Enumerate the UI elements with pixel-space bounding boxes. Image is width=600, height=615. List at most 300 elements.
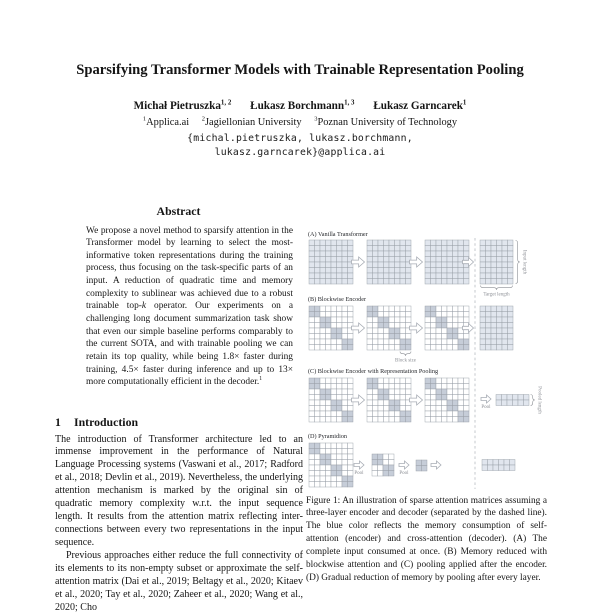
attention-matrix-cell	[320, 454, 326, 460]
attention-matrix-cell	[436, 328, 442, 334]
attention-matrix-cell	[453, 312, 459, 318]
attention-matrix-cell	[342, 273, 348, 279]
attention-matrix-cell	[442, 400, 448, 406]
attention-matrix-cell	[425, 411, 431, 417]
attention-matrix-cell	[320, 262, 326, 268]
attention-matrix-cell	[431, 406, 437, 412]
attention-matrix-cell	[342, 395, 348, 401]
attention-matrix-cell	[326, 246, 332, 252]
attention-matrix-cell	[425, 395, 431, 401]
attention-matrix-cell	[497, 240, 503, 246]
attention-matrix-cell	[378, 389, 384, 395]
attention-matrix-cell	[497, 246, 503, 252]
attention-matrix-cell	[480, 273, 486, 279]
dimension-label: Input length	[521, 249, 527, 275]
attention-matrix-cell	[458, 240, 464, 246]
attention-matrix-cell	[389, 262, 395, 268]
attention-matrix-cell	[326, 389, 332, 395]
attention-matrix-cell	[337, 240, 343, 246]
attention-matrix-cell	[315, 328, 321, 334]
attention-matrix-cell	[367, 328, 373, 334]
attention-matrix-cell	[458, 345, 464, 351]
figure-panel-label: (B) Blockwise Encoder	[308, 296, 367, 303]
attention-matrix-cell	[367, 306, 373, 312]
layer-arrow-icon	[410, 395, 423, 405]
attention-matrix-cell	[309, 246, 315, 252]
attention-matrix-cell	[480, 312, 486, 318]
attention-matrix-cell	[400, 317, 406, 323]
attention-matrix-cell	[342, 454, 348, 460]
attention-matrix-cell	[507, 400, 513, 406]
abstract-footnote-marker: 1	[259, 376, 263, 383]
attention-matrix-cell	[384, 328, 390, 334]
attention-matrix-cell	[367, 334, 373, 340]
attention-matrix-cell	[309, 417, 315, 423]
attention-matrix-cell	[378, 240, 384, 246]
attention-matrix-cell	[389, 317, 395, 323]
attention-matrix-cell	[337, 443, 343, 449]
attention-matrix-cell	[389, 454, 395, 460]
attention-matrix-cell	[464, 312, 470, 318]
attention-matrix-cell	[436, 378, 442, 384]
attention-matrix-cell	[458, 312, 464, 318]
attention-matrix-cell	[436, 334, 442, 340]
attention-matrix-cell	[486, 317, 492, 323]
attention-matrix-cell	[326, 273, 332, 279]
attention-matrix-cell	[384, 251, 390, 257]
attention-matrix-cell	[395, 312, 401, 318]
attention-matrix-cell	[372, 460, 378, 466]
attention-matrix-cell	[348, 389, 354, 395]
attention-matrix-cell	[342, 317, 348, 323]
attention-matrix-cell	[395, 339, 401, 345]
attention-matrix-cell	[447, 345, 453, 351]
attention-matrix-cell	[431, 417, 437, 423]
attention-matrix-cell	[342, 323, 348, 329]
attention-matrix-cell	[502, 268, 508, 274]
attention-matrix-cell	[491, 306, 497, 312]
attention-matrix-cell	[337, 312, 343, 318]
attention-matrix-cell	[315, 411, 321, 417]
attention-matrix-cell	[389, 323, 395, 329]
attention-matrix-cell	[373, 378, 379, 384]
attention-matrix-cell	[464, 345, 470, 351]
attention-matrix-cell	[508, 279, 514, 285]
attention-matrix-cell	[309, 443, 315, 449]
attention-matrix-cell	[458, 273, 464, 279]
attention-matrix-cell	[384, 384, 390, 390]
attention-matrix-cell	[326, 268, 332, 274]
attention-matrix-cell	[342, 417, 348, 423]
figure1-caption: Figure 1: An illustration of sparse attention matrices assuming a three-layer encoder and decoder (separated by the dashed line). The blue color reflects the memory consumption of self-attention (encoder) and cross-attention (decoder). (A) The complete input consumed at once. (B) Memory reduced with blockwise attention and (C) pooling applied after the encoder. (D) Gradual reduction of memory by pooling after every layer.	[306, 495, 547, 583]
attention-matrix-cell	[326, 339, 332, 345]
attention-matrix-cell	[315, 443, 321, 449]
attention-matrix-cell	[373, 257, 379, 263]
attention-matrix-cell	[406, 384, 412, 390]
attention-matrix-cell	[348, 476, 354, 482]
attention-matrix-cell	[453, 395, 459, 401]
attention-matrix-cell	[315, 389, 321, 395]
attention-matrix-cell	[497, 323, 503, 329]
attention-matrix-cell	[326, 323, 332, 329]
attention-matrix-cell	[348, 449, 354, 455]
attention-matrix-cell	[502, 400, 508, 406]
abstract-text-part-1: We propose a novel method to sparsify attention in the Transformer model by learning to select the most-informative token representations during the training process, thus focusing on the task-specific parts of an input. A reduction of quadratic time and memory complexity to sublinear was achieved due to a robust trainable top-	[86, 225, 293, 312]
attention-matrix-cell	[378, 328, 384, 334]
attention-matrix-cell	[395, 378, 401, 384]
attention-matrix-cell	[389, 345, 395, 351]
attention-matrix-cell	[486, 345, 492, 351]
attention-matrix-cell	[326, 279, 332, 285]
attention-matrix-cell	[315, 400, 321, 406]
attention-matrix-cell	[331, 389, 337, 395]
attention-matrix-cell	[425, 334, 431, 340]
attention-matrix-cell	[480, 317, 486, 323]
attention-matrix-cell	[309, 334, 315, 340]
figure1-canvas	[305, 227, 549, 493]
attention-matrix-cell	[406, 273, 412, 279]
dimension-label: Block size	[395, 358, 416, 364]
attention-matrix-cell	[372, 454, 378, 460]
attention-matrix-cell	[447, 395, 453, 401]
attention-matrix-cell	[458, 317, 464, 323]
attention-matrix-cell	[331, 417, 337, 423]
attention-matrix-cell	[337, 251, 343, 257]
attention-matrix-cell	[378, 411, 384, 417]
attention-matrix-cell	[508, 306, 514, 312]
attention-matrix-cell	[497, 345, 503, 351]
attention-matrix-cell	[453, 279, 459, 285]
attention-matrix-cell	[384, 339, 390, 345]
attention-matrix-cell	[315, 378, 321, 384]
attention-matrix-cell	[406, 417, 412, 423]
attention-matrix-cell	[373, 334, 379, 340]
attention-matrix-cell	[309, 273, 315, 279]
attention-matrix-cell	[508, 251, 514, 257]
attention-matrix-cell	[400, 411, 406, 417]
attention-matrix-cell	[488, 465, 494, 471]
attention-matrix-cell	[442, 339, 448, 345]
attention-matrix-cell	[384, 279, 390, 285]
attention-matrix-cell	[442, 345, 448, 351]
attention-matrix-cell	[342, 268, 348, 274]
attention-matrix-cell	[395, 246, 401, 252]
attention-matrix-cell	[436, 268, 442, 274]
attention-matrix-cell	[486, 251, 492, 257]
attention-matrix-cell	[389, 460, 395, 466]
attention-matrix-cell	[348, 345, 354, 351]
attention-matrix-cell	[486, 240, 492, 246]
attention-matrix-cell	[447, 240, 453, 246]
attention-matrix-cell	[378, 460, 384, 466]
attention-matrix-cell	[342, 240, 348, 246]
attention-matrix-cell	[491, 246, 497, 252]
attention-matrix-cell	[400, 334, 406, 340]
attention-matrix-cell	[447, 268, 453, 274]
attention-matrix-cell	[502, 240, 508, 246]
attention-matrix-cell	[372, 465, 378, 471]
layer-arrow-icon	[481, 395, 491, 403]
attention-matrix-cell	[436, 262, 442, 268]
attention-matrix-cell	[389, 240, 395, 246]
attention-matrix-cell	[447, 246, 453, 252]
attention-matrix-cell	[326, 251, 332, 257]
attention-matrix-cell	[309, 395, 315, 401]
attention-matrix-cell	[331, 257, 337, 263]
attention-matrix-cell	[436, 306, 442, 312]
attention-matrix-cell	[395, 273, 401, 279]
attention-matrix-cell	[320, 378, 326, 384]
attention-matrix-cell	[486, 268, 492, 274]
attention-matrix-cell	[337, 323, 343, 329]
attention-matrix-cell	[400, 378, 406, 384]
attention-matrix-cell	[320, 328, 326, 334]
attention-matrix-cell	[367, 406, 373, 412]
attention-matrix-cell	[442, 378, 448, 384]
attention-matrix-cell	[367, 400, 373, 406]
attention-matrix-cell	[425, 417, 431, 423]
attention-matrix-cell	[342, 328, 348, 334]
attention-matrix-cell	[395, 323, 401, 329]
attention-matrix-cell	[384, 262, 390, 268]
attention-matrix-cell	[367, 411, 373, 417]
attention-matrix-cell	[337, 454, 343, 460]
attention-matrix-cell	[348, 251, 354, 257]
layer-arrow-icon	[352, 257, 365, 267]
attention-matrix-cell	[342, 339, 348, 345]
attention-matrix-cell	[431, 395, 437, 401]
attention-matrix-cell	[331, 312, 337, 318]
attention-matrix-cell	[453, 339, 459, 345]
attention-matrix-cell	[442, 323, 448, 329]
attention-matrix-cell	[337, 411, 343, 417]
attention-matrix-cell	[406, 378, 412, 384]
attention-matrix-cell	[348, 384, 354, 390]
attention-matrix-cell	[373, 417, 379, 423]
attention-matrix-cell	[326, 312, 332, 318]
attention-matrix-cell	[384, 317, 390, 323]
attention-matrix-cell	[436, 323, 442, 329]
attention-matrix-cell	[378, 378, 384, 384]
attention-matrix-cell	[309, 323, 315, 329]
attention-matrix-cell	[400, 306, 406, 312]
layer-arrow-icon	[352, 395, 365, 405]
attention-matrix-cell	[367, 257, 373, 263]
attention-matrix-cell	[389, 411, 395, 417]
attention-matrix-cell	[378, 268, 384, 274]
attention-matrix-cell	[331, 334, 337, 340]
attention-matrix-cell	[331, 317, 337, 323]
layer-arrow-icon	[354, 461, 364, 469]
attention-matrix-cell	[331, 465, 337, 471]
attention-matrix-cell	[406, 345, 412, 351]
attention-matrix-cell	[309, 339, 315, 345]
attention-matrix-cell	[497, 279, 503, 285]
attention-matrix-cell	[464, 246, 470, 252]
attention-matrix-cell	[315, 323, 321, 329]
attention-matrix-cell	[384, 395, 390, 401]
attention-matrix-cell	[486, 339, 492, 345]
attention-matrix-cell	[431, 306, 437, 312]
attention-matrix-cell	[442, 257, 448, 263]
attention-matrix-cell	[342, 306, 348, 312]
attention-matrix-cell	[431, 411, 437, 417]
attention-matrix-cell	[367, 417, 373, 423]
attention-matrix-cell	[406, 246, 412, 252]
attention-matrix-cell	[373, 268, 379, 274]
attention-matrix-cell	[400, 406, 406, 412]
attention-matrix-cell	[453, 240, 459, 246]
attention-matrix-cell	[447, 406, 453, 412]
attention-matrix-cell	[373, 273, 379, 279]
attention-matrix-cell	[507, 395, 513, 401]
attention-matrix-cell	[320, 268, 326, 274]
attention-matrix-cell	[315, 317, 321, 323]
attention-matrix-cell	[431, 328, 437, 334]
affiliation-3-sup: 3	[314, 115, 318, 123]
attention-matrix-cell	[367, 378, 373, 384]
attention-matrix-cell	[342, 312, 348, 318]
attention-matrix-cell	[480, 268, 486, 274]
attention-matrix-cell	[337, 400, 343, 406]
attention-matrix-cell	[315, 476, 321, 482]
attention-matrix-cell	[425, 317, 431, 323]
attention-matrix-cell	[389, 384, 395, 390]
attention-matrix-cell	[504, 465, 510, 471]
attention-matrix-cell	[493, 465, 499, 471]
attention-matrix-cell	[320, 257, 326, 263]
attention-matrix-cell	[315, 279, 321, 285]
attention-matrix-cell	[508, 273, 514, 279]
attention-matrix-cell	[400, 268, 406, 274]
attention-matrix-cell	[315, 384, 321, 390]
attention-matrix-cell	[373, 306, 379, 312]
attention-matrix-cell	[416, 460, 422, 466]
attention-matrix-cell	[510, 460, 516, 466]
attention-matrix-cell	[389, 279, 395, 285]
attention-matrix-cell	[342, 378, 348, 384]
attention-matrix-cell	[453, 257, 459, 263]
attention-matrix-cell	[384, 273, 390, 279]
attention-matrix-cell	[464, 378, 470, 384]
attention-matrix-cell	[342, 411, 348, 417]
email-block	[0, 132, 600, 159]
abstract-text-part-2: operator. Our experiments on a challenging long document summarization task show that even our simple baseline performs comparably to the current SOTA, and with trainable pooling we can retain its top quality, while being 1.8× faster during training, 4.5× faster during inference and up to 13× more computationally efficient in the decoder.	[86, 301, 293, 388]
attention-matrix-cell	[400, 257, 406, 263]
attention-matrix-cell	[422, 466, 428, 472]
attention-matrix-cell	[491, 339, 497, 345]
attention-matrix-cell	[320, 334, 326, 340]
attention-matrix-cell	[367, 268, 373, 274]
attention-matrix-cell	[389, 257, 395, 263]
attention-matrix-cell	[480, 345, 486, 351]
attention-matrix-cell	[309, 460, 315, 466]
attention-matrix-cell	[342, 476, 348, 482]
attention-matrix-cell	[508, 345, 514, 351]
attention-matrix-cell	[400, 328, 406, 334]
attention-matrix-cell	[326, 417, 332, 423]
attention-matrix-cell	[367, 273, 373, 279]
attention-matrix-cell	[508, 317, 514, 323]
attention-matrix-cell	[395, 251, 401, 257]
attention-matrix-cell	[442, 317, 448, 323]
attention-matrix-cell	[416, 466, 422, 472]
attention-matrix-cell	[389, 395, 395, 401]
attention-matrix-cell	[326, 482, 332, 488]
attention-matrix-cell	[320, 406, 326, 412]
attention-matrix-cell	[431, 389, 437, 395]
attention-matrix-cell	[491, 334, 497, 340]
attention-matrix-cell	[342, 262, 348, 268]
attention-matrix-cell	[436, 395, 442, 401]
attention-matrix-cell	[464, 339, 470, 345]
attention-matrix-cell	[348, 334, 354, 340]
attention-matrix-cell	[331, 306, 337, 312]
attention-matrix-cell	[508, 257, 514, 263]
attention-matrix-cell	[309, 471, 315, 477]
attention-matrix-cell	[331, 273, 337, 279]
attention-matrix-cell	[442, 389, 448, 395]
attention-matrix-cell	[320, 389, 326, 395]
attention-matrix-cell	[378, 323, 384, 329]
figure-panel-label: (D) Pyramidion	[308, 433, 348, 440]
attention-matrix-cell	[400, 384, 406, 390]
attention-matrix-cell	[400, 262, 406, 268]
attention-matrix-cell	[464, 411, 470, 417]
author-1-affiliation-sup: 1, 2	[220, 98, 232, 107]
attention-matrix-cell	[331, 323, 337, 329]
attention-matrix-cell	[378, 417, 384, 423]
attention-matrix-cell	[436, 339, 442, 345]
attention-matrix-cell	[453, 345, 459, 351]
attention-matrix-cell	[497, 262, 503, 268]
attention-matrix-cell	[436, 246, 442, 252]
attention-matrix-cell	[348, 465, 354, 471]
attention-matrix-cell	[348, 279, 354, 285]
attention-matrix-cell	[320, 246, 326, 252]
affiliation-3	[314, 117, 457, 128]
layer-arrow-icon	[399, 461, 409, 469]
attention-matrix-cell	[309, 449, 315, 455]
attention-matrix-cell	[315, 262, 321, 268]
attention-matrix-cell	[431, 273, 437, 279]
attention-matrix-cell	[309, 268, 315, 274]
attention-matrix-cell	[425, 262, 431, 268]
attention-matrix-cell	[331, 411, 337, 417]
author-line	[0, 100, 600, 112]
attention-matrix-cell	[508, 312, 514, 318]
attention-matrix-cell	[502, 312, 508, 318]
attention-matrix-cell	[320, 449, 326, 455]
attention-matrix-cell	[458, 378, 464, 384]
attention-matrix-cell	[342, 384, 348, 390]
attention-matrix-cell	[436, 384, 442, 390]
attention-matrix-cell	[326, 257, 332, 263]
attention-matrix-cell	[431, 240, 437, 246]
attention-matrix-cell	[486, 334, 492, 340]
attention-matrix-cell	[406, 251, 412, 257]
attention-matrix-cell	[395, 406, 401, 412]
attention-matrix-cell	[491, 317, 497, 323]
attention-matrix-cell	[378, 395, 384, 401]
attention-matrix-cell	[486, 312, 492, 318]
attention-matrix-cell	[348, 417, 354, 423]
attention-matrix-cell	[491, 257, 497, 263]
attention-matrix-cell	[389, 306, 395, 312]
attention-matrix-cell	[378, 279, 384, 285]
attention-matrix-cell	[320, 395, 326, 401]
attention-matrix-cell	[378, 471, 384, 477]
